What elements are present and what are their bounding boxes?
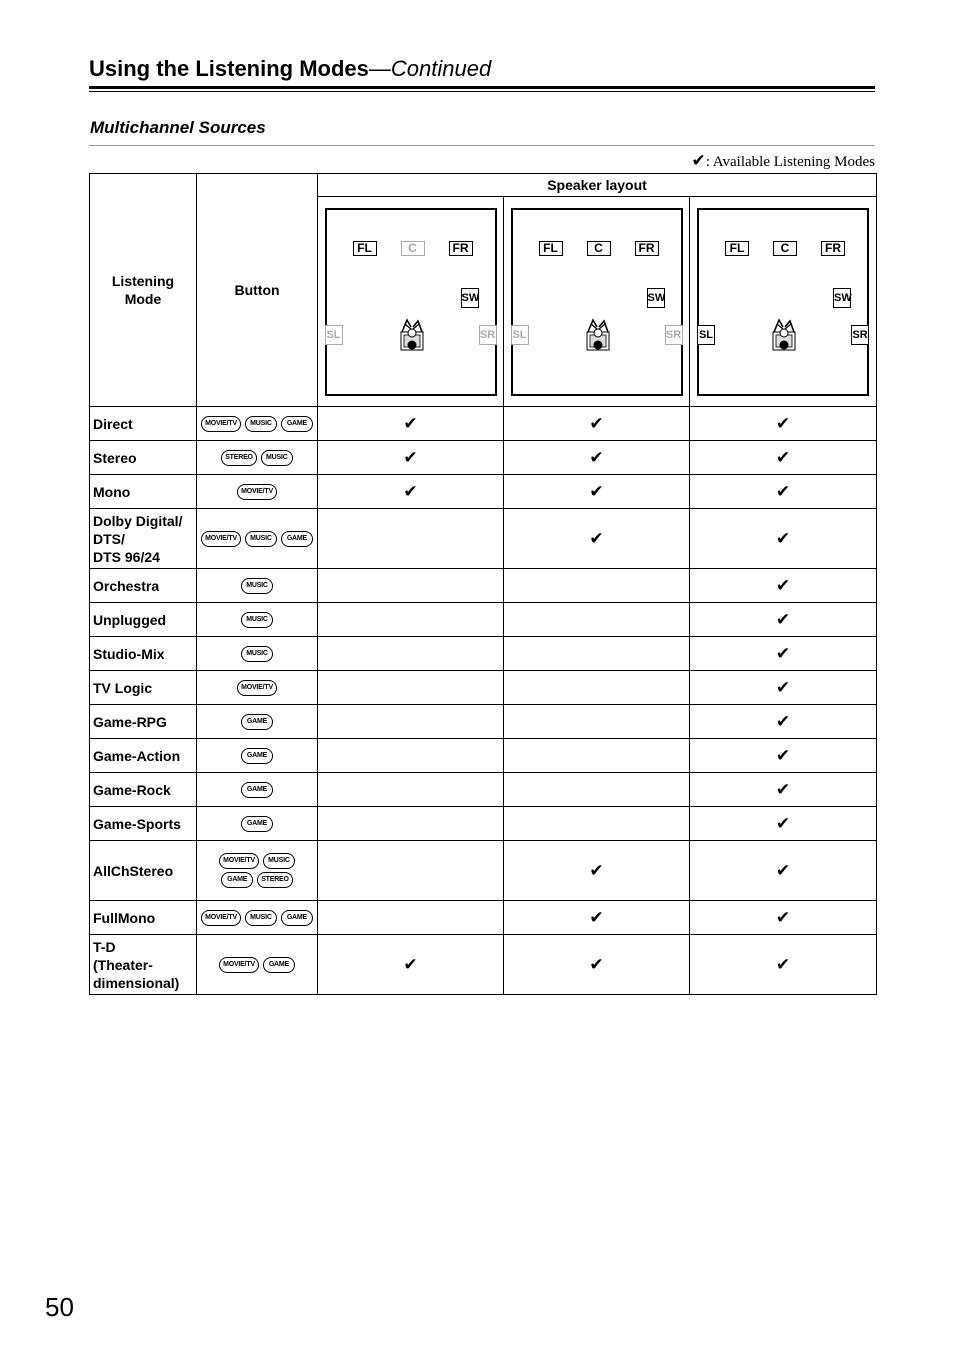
check-icon: ✔ <box>403 447 418 468</box>
button-icons <box>217 850 297 891</box>
check-icon: ✔ <box>589 907 604 928</box>
button-icon-line <box>235 484 279 500</box>
button-icons <box>239 609 275 631</box>
button-icons-cell <box>197 637 318 671</box>
availability-cell <box>504 509 690 569</box>
table-row <box>90 935 877 995</box>
music-button-icon: MUSIC <box>245 531 277 547</box>
availability-cell <box>318 603 504 637</box>
availability-cell <box>504 705 690 739</box>
check-icon: ✔ <box>403 481 418 502</box>
button-icons <box>239 575 275 597</box>
speaker-c: C <box>401 241 425 256</box>
music-button-icon: MUSIC <box>245 416 277 432</box>
listening-mode-name: Game-Sports <box>90 807 197 841</box>
table-row <box>90 603 877 637</box>
game-button-icon: GAME <box>241 714 273 730</box>
check-icon: ✔ <box>589 481 604 502</box>
music-button-icon: MUSIC <box>241 646 273 662</box>
check-icon: ✔ <box>403 413 418 434</box>
speaker-layout-diagram <box>325 208 497 396</box>
button-icons-cell <box>197 671 318 705</box>
button-icons-cell <box>197 841 318 901</box>
button-icons <box>235 481 279 503</box>
speaker-layout-cell <box>504 197 690 407</box>
title-rule-thin <box>89 91 875 92</box>
movie-tv-button-icon: MOVIE/TV <box>201 910 241 926</box>
check-icon: ✔ <box>775 711 791 732</box>
check-icon: ✔ <box>775 907 791 928</box>
game-button-icon: GAME <box>241 748 273 764</box>
movie-tv-button-icon: MOVIE/TV <box>201 531 241 547</box>
table-row <box>90 807 877 841</box>
speaker-fr: FR <box>449 241 473 256</box>
title-rule <box>89 86 875 89</box>
button-icon-line <box>239 646 275 662</box>
button-icons <box>199 907 315 929</box>
availability-cell <box>504 935 690 995</box>
speaker-sw: SW <box>833 288 851 308</box>
game-button-icon: GAME <box>281 531 313 547</box>
button-icons-cell <box>197 475 318 509</box>
availability-cell <box>318 671 504 705</box>
stereo-button-icon: STEREO <box>257 872 293 888</box>
stereo-button-icon: STEREO <box>221 450 257 466</box>
check-icon: ✔ <box>775 481 791 502</box>
speaker-layout-cell <box>318 197 504 407</box>
check-icon: ✔ <box>691 151 706 171</box>
button-icons-cell <box>197 441 318 475</box>
availability-cell <box>318 441 504 475</box>
speaker-c: C <box>773 241 797 256</box>
game-button-icon: GAME <box>241 782 273 798</box>
button-icons <box>239 643 275 665</box>
button-icon-line <box>239 578 275 594</box>
check-icon: ✔ <box>775 609 791 630</box>
availability-cell <box>504 807 690 841</box>
listener-icon <box>771 318 797 352</box>
availability-cell <box>690 637 877 671</box>
button-icon-line <box>217 957 297 973</box>
listening-mode-name: Studio-Mix <box>90 637 197 671</box>
availability-cell <box>690 773 877 807</box>
speaker-fr: FR <box>821 241 845 256</box>
availability-cell <box>690 475 877 509</box>
table-row <box>90 509 877 569</box>
availability-cell <box>504 841 690 901</box>
button-icons-cell <box>197 569 318 603</box>
button-icons-cell <box>197 935 318 995</box>
availability-cell <box>690 807 877 841</box>
listening-mode-name: Game-Action <box>90 739 197 773</box>
button-icons <box>239 745 275 767</box>
button-icons-cell <box>197 603 318 637</box>
listening-mode-name: T-D (Theater- dimensional) <box>90 935 197 995</box>
button-icon-line <box>217 872 297 888</box>
button-icon-line <box>239 748 275 764</box>
column-header-mode <box>90 174 197 407</box>
availability-cell <box>690 901 877 935</box>
check-icon: ✔ <box>589 413 604 434</box>
availability-cell <box>318 407 504 441</box>
button-icons <box>235 677 279 699</box>
table-row <box>90 773 877 807</box>
game-button-icon: GAME <box>281 416 313 432</box>
speaker-sw: SW <box>461 288 479 308</box>
speaker-sw: SW <box>647 288 665 308</box>
button-icons <box>239 711 275 733</box>
availability-cell <box>504 637 690 671</box>
button-icon-line <box>199 531 315 547</box>
speaker-layout-cell <box>690 197 877 407</box>
game-button-icon: GAME <box>263 957 295 973</box>
availability-cell <box>504 569 690 603</box>
button-icons-cell <box>197 705 318 739</box>
button-icons <box>239 813 275 835</box>
button-icon-line <box>217 853 297 869</box>
check-icon: ✔ <box>775 643 791 664</box>
check-icon: ✔ <box>775 528 791 549</box>
availability-cell <box>318 901 504 935</box>
speaker-sr: SR <box>851 325 869 345</box>
button-icons <box>199 528 315 550</box>
button-icons <box>219 447 295 469</box>
listening-modes-table <box>89 173 877 995</box>
availability-cell <box>504 671 690 705</box>
music-button-icon: MUSIC <box>245 910 277 926</box>
music-button-icon: MUSIC <box>263 853 295 869</box>
legend-text: : Available Listening Modes <box>705 154 875 170</box>
availability-cell <box>318 935 504 995</box>
column-header-speaker-layout: Speaker layout <box>318 174 877 197</box>
column-header-mode-label: Listening Mode <box>111 273 175 307</box>
availability-cell <box>690 935 877 995</box>
availability-cell <box>690 569 877 603</box>
button-icons-cell <box>197 901 318 935</box>
table-row <box>90 671 877 705</box>
table-row <box>90 407 877 441</box>
movie-tv-button-icon: MOVIE/TV <box>219 853 259 869</box>
speaker-layout-diagram <box>511 208 683 396</box>
button-icon-line <box>199 910 315 926</box>
availability-cell <box>318 739 504 773</box>
availability-cell <box>504 901 690 935</box>
check-icon: ✔ <box>775 575 791 596</box>
table-row <box>90 637 877 671</box>
availability-cell <box>504 441 690 475</box>
listening-mode-name: Dolby Digital/ DTS/ DTS 96/24 <box>90 509 197 569</box>
section-rule <box>89 145 875 146</box>
availability-cell <box>504 739 690 773</box>
music-button-icon: MUSIC <box>241 578 273 594</box>
legend-note <box>691 151 875 171</box>
button-icon-line <box>239 782 275 798</box>
music-button-icon: MUSIC <box>241 612 273 628</box>
listening-mode-name: Orchestra <box>90 569 197 603</box>
availability-cell <box>504 407 690 441</box>
speaker-sr: SR <box>665 325 683 345</box>
listening-mode-name: Game-RPG <box>90 705 197 739</box>
check-icon: ✔ <box>589 528 604 549</box>
speaker-sl: SL <box>697 325 715 345</box>
availability-cell <box>690 739 877 773</box>
check-icon: ✔ <box>775 447 791 468</box>
availability-cell <box>318 569 504 603</box>
button-icon-line <box>239 714 275 730</box>
availability-cell <box>318 773 504 807</box>
availability-cell <box>504 603 690 637</box>
speaker-fl: FL <box>725 241 749 256</box>
listening-mode-name: Direct <box>90 407 197 441</box>
availability-cell <box>690 509 877 569</box>
music-button-icon: MUSIC <box>261 450 293 466</box>
availability-cell <box>690 407 877 441</box>
button-icons-cell <box>197 773 318 807</box>
check-icon: ✔ <box>775 745 791 766</box>
table-row <box>90 705 877 739</box>
availability-cell <box>318 705 504 739</box>
availability-cell <box>690 671 877 705</box>
button-icons-cell <box>197 807 318 841</box>
button-icon-line <box>219 450 295 466</box>
page-title-continued: —Continued <box>368 56 492 81</box>
speaker-sl: SL <box>325 325 343 345</box>
button-icon-line <box>239 816 275 832</box>
button-icons <box>217 954 297 976</box>
speaker-sl: SL <box>511 325 529 345</box>
button-icons-cell <box>197 739 318 773</box>
button-icons-cell <box>197 407 318 441</box>
game-button-icon: GAME <box>281 910 313 926</box>
movie-tv-button-icon: MOVIE/TV <box>219 957 259 973</box>
table-header-row <box>90 174 877 197</box>
availability-cell <box>318 807 504 841</box>
speaker-sr: SR <box>479 325 497 345</box>
check-icon: ✔ <box>775 954 791 975</box>
table-row <box>90 569 877 603</box>
listening-mode-name: Unplugged <box>90 603 197 637</box>
check-icon: ✔ <box>775 779 791 800</box>
availability-cell <box>690 603 877 637</box>
movie-tv-button-icon: MOVIE/TV <box>237 484 277 500</box>
listening-mode-name: AllChStereo <box>90 841 197 901</box>
availability-cell <box>504 773 690 807</box>
button-icon-line <box>239 612 275 628</box>
check-icon: ✔ <box>403 954 418 975</box>
speaker-c: C <box>587 241 611 256</box>
availability-cell <box>318 841 504 901</box>
listening-mode-name: FullMono <box>90 901 197 935</box>
table-row <box>90 475 877 509</box>
availability-cell <box>318 509 504 569</box>
table-row <box>90 901 877 935</box>
listening-mode-name: Game-Rock <box>90 773 197 807</box>
listening-mode-name: Mono <box>90 475 197 509</box>
table-row <box>90 739 877 773</box>
check-icon: ✔ <box>589 860 604 881</box>
check-icon: ✔ <box>775 677 791 698</box>
speaker-fr: FR <box>635 241 659 256</box>
availability-cell <box>690 441 877 475</box>
check-icon: ✔ <box>775 860 791 881</box>
table-row <box>90 441 877 475</box>
listening-mode-name: TV Logic <box>90 671 197 705</box>
listener-icon <box>399 318 425 352</box>
button-icons <box>239 779 275 801</box>
availability-cell <box>318 475 504 509</box>
availability-cell <box>318 637 504 671</box>
button-icon-line <box>235 680 279 696</box>
movie-tv-button-icon: MOVIE/TV <box>237 680 277 696</box>
availability-cell <box>504 475 690 509</box>
button-icons-cell <box>197 509 318 569</box>
button-icons <box>199 413 315 435</box>
speaker-layout-diagram <box>697 208 869 396</box>
availability-cell <box>690 705 877 739</box>
speaker-fl: FL <box>353 241 377 256</box>
button-icon-line <box>199 416 315 432</box>
movie-tv-button-icon: MOVIE/TV <box>201 416 241 432</box>
table-row <box>90 841 877 901</box>
listener-icon <box>585 318 611 352</box>
section-title: Multichannel Sources <box>90 118 266 137</box>
game-button-icon: GAME <box>241 816 273 832</box>
column-header-button: Button <box>197 174 318 407</box>
check-icon: ✔ <box>589 954 604 975</box>
page-title-main: Using the Listening Modes <box>89 56 369 81</box>
check-icon: ✔ <box>589 447 604 468</box>
check-icon: ✔ <box>775 413 791 434</box>
page-number: 50 <box>45 1292 74 1322</box>
page-title <box>89 56 491 82</box>
listening-mode-name: Stereo <box>90 441 197 475</box>
check-icon: ✔ <box>775 813 791 834</box>
speaker-fl: FL <box>539 241 563 256</box>
game-button-icon: GAME <box>221 872 253 888</box>
availability-cell <box>690 841 877 901</box>
